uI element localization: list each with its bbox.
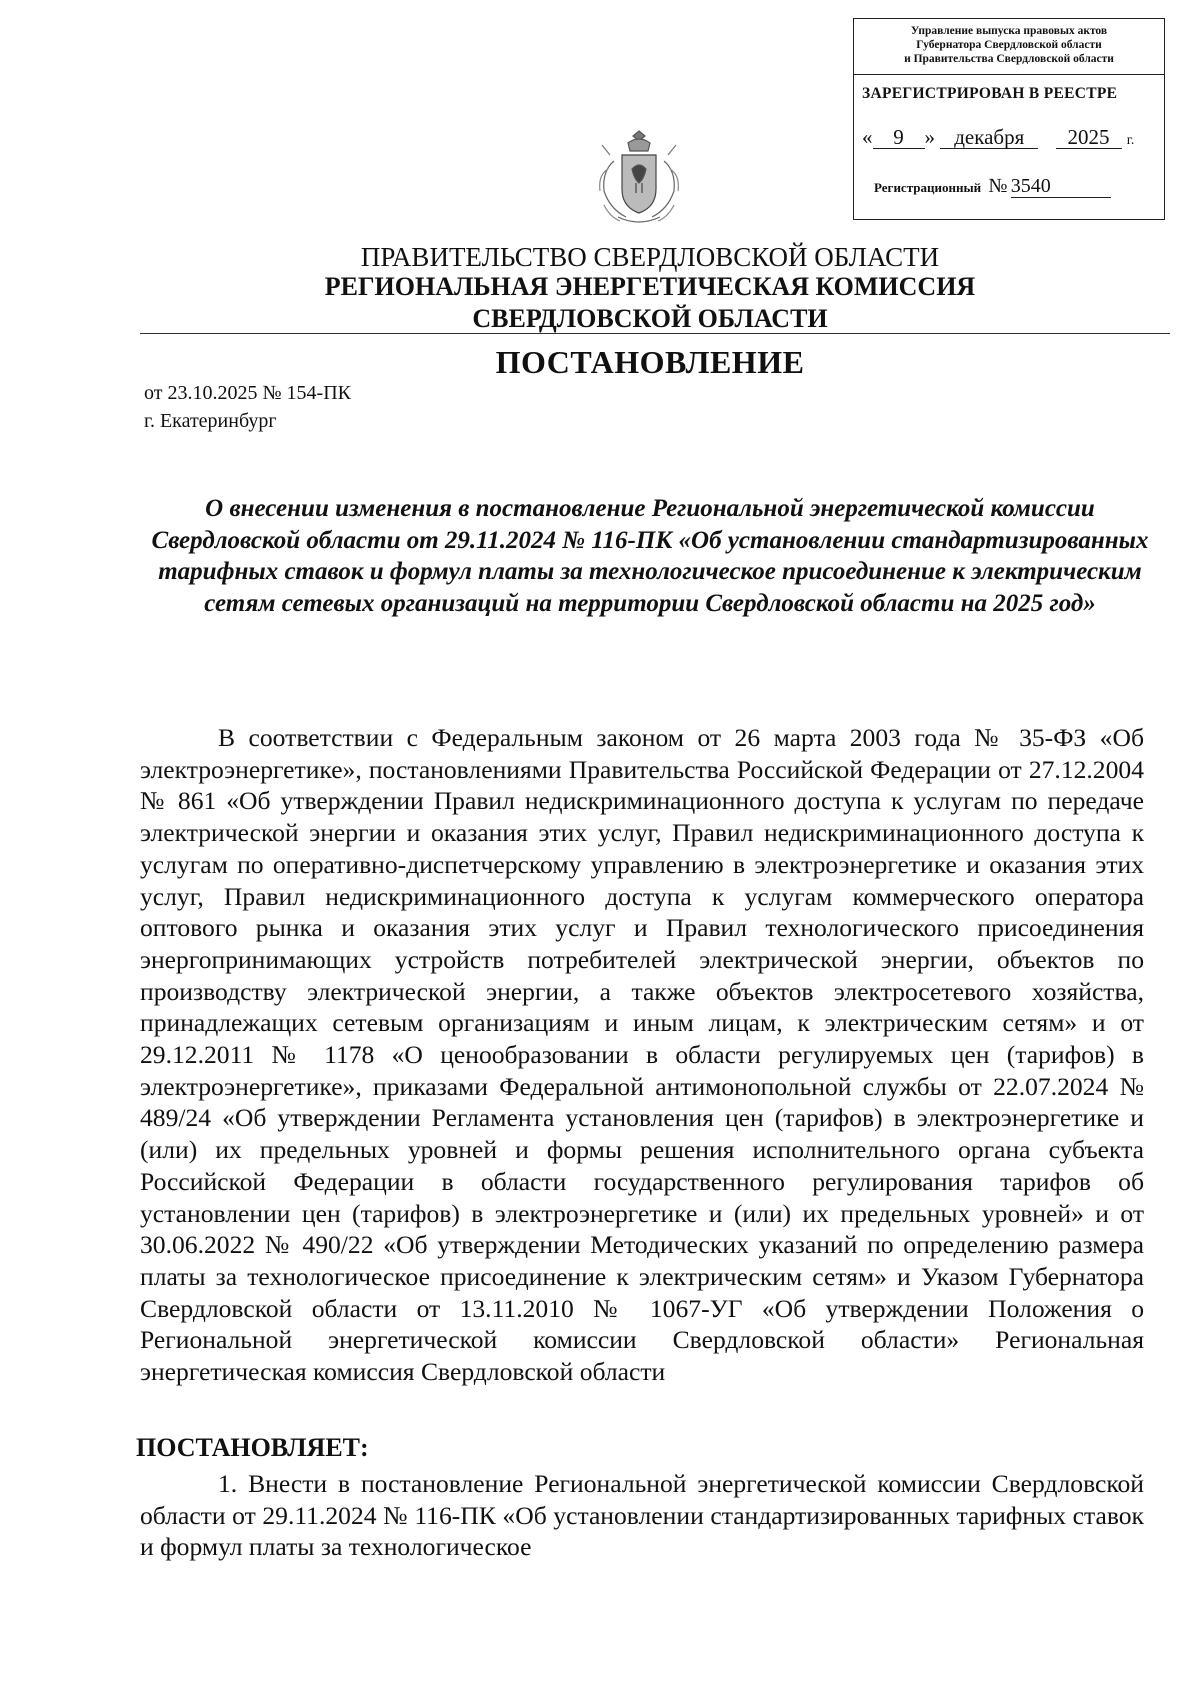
stamp-year-suffix: г. [1126,133,1135,148]
stamp-date [862,125,1134,150]
coat-of-arms-emblem [584,125,694,235]
stamp-number-sign: № [988,175,1008,197]
commission-title-line1: РЕГИОНАЛЬНАЯ ЭНЕРГЕТИЧЕСКАЯ КОМИССИЯ [324,272,976,301]
document-type: ПОСТАНОВЛЕНИЕ [495,344,805,380]
item-1-paragraph: 1. Внести в постановление Региональной энергетической комиссии Свердловской области от 29.11.2024 № 116-ПК «Об установлении стандартизированных тарифных ставок и формул платы за технологическое [140,1469,1144,1562]
stamp-header [854,19,1164,75]
stamp-quote-close: » [924,125,935,149]
document-city: г. Екатеринбург [144,410,277,432]
stamp-reg-number-value: 3540 [1011,175,1111,198]
document-date-number: от 23.10.2025 № 154-ПК [144,382,352,404]
header-divider [140,333,1170,334]
stamp-header-line: Управление выпуска правовых актов [910,25,1108,37]
stamp-reg-number-label: Регистрационный [874,180,982,195]
stamp-registered-label: ЗАРЕГИСТРИРОВАН В РЕЕСТРЕ [862,85,1118,102]
stamp-month: декабря [940,126,1038,149]
stamp-header-line: и Правительства Свердловской области [904,53,1114,65]
commission-title-line2: СВЕРДЛОВСКОЙ ОБЛАСТИ [472,304,828,333]
stamp-header-line: Губернатора Свердловской области [916,39,1102,51]
preamble-paragraph: В соответствии с Федеральным законом от 26 марта 2003 года № 35-ФЗ «Об электроэнергетике», постановлениями Правительства Российской Федерации от 27.12.2004 № 861 «Об утверждении Правил недискриминационного доступа к услугам по передаче электрической энергии и оказания этих услуг, Правил недискриминационного доступа к услугам по оперативно-диспетчерскому управлению в электроэнергетике и оказания этих услуг, Правил недискриминационного доступа к услугам коммерческого оператора оптового рынка и оказания этих услуг и Правил технологического присоединения энергопринимающих устройств потребителей электрической энергии, объектов по производству электрической энергии, а также объектов электросетевого хозяйства, принадлежащих сетевым организациям и иным лицам, к электрическим сетям» и от 29.12.2011 № 1178 «О ценообразовании в области регулируемых цен (тарифов) в электроэнергетике», приказами Федеральной антимонопольной службы от 22.07.2024 № 489/24 «Об утверждении Регламента установления цен (тарифов) в электроэнергетике и (или) их предельных уровней и формы решения исполнительного органа субъекта Российской Федерации в области государственного регулирования тарифов об установлении цен (тарифов) в электроэнергетике и (или) их предельных уровней» и от 30.06.2022 № 490/22 «Об утверждении Методических указаний по определению размера платы за технологическое присоединение к электрическим сетям» и Указом Губернатора Свердловской области от 13.11.2010 № 1067-УГ «Об утверждении Положения о Региональной энергетической комиссии Свердловской области» Региональная энергетическая комиссия Свердловской области [140,723,1144,1387]
stamp-year: 2025 [1056,126,1122,149]
document-title: О внесении изменения в постановление Региональной энергетической комиссии Свердловской области от 29.11.2024 № 116-ПК «Об установлении стандартизированных тарифных ставок и формул платы за технологическое присоединение к электрическим сетям сетевых организаций на территории Свердловской области на 2025 год» [151,495,1149,617]
resolves-heading: ПОСТАНОВЛЯЕТ: [136,1433,369,1462]
stamp-reg-number [874,175,1111,198]
stamp-day: 9 [873,126,925,149]
government-title: ПРАВИТЕЛЬСТВО СВЕРДЛОВСКОЙ ОБЛАСТИ [360,242,940,272]
stamp-quote-open: « [862,125,873,149]
registration-stamp [853,18,1165,220]
